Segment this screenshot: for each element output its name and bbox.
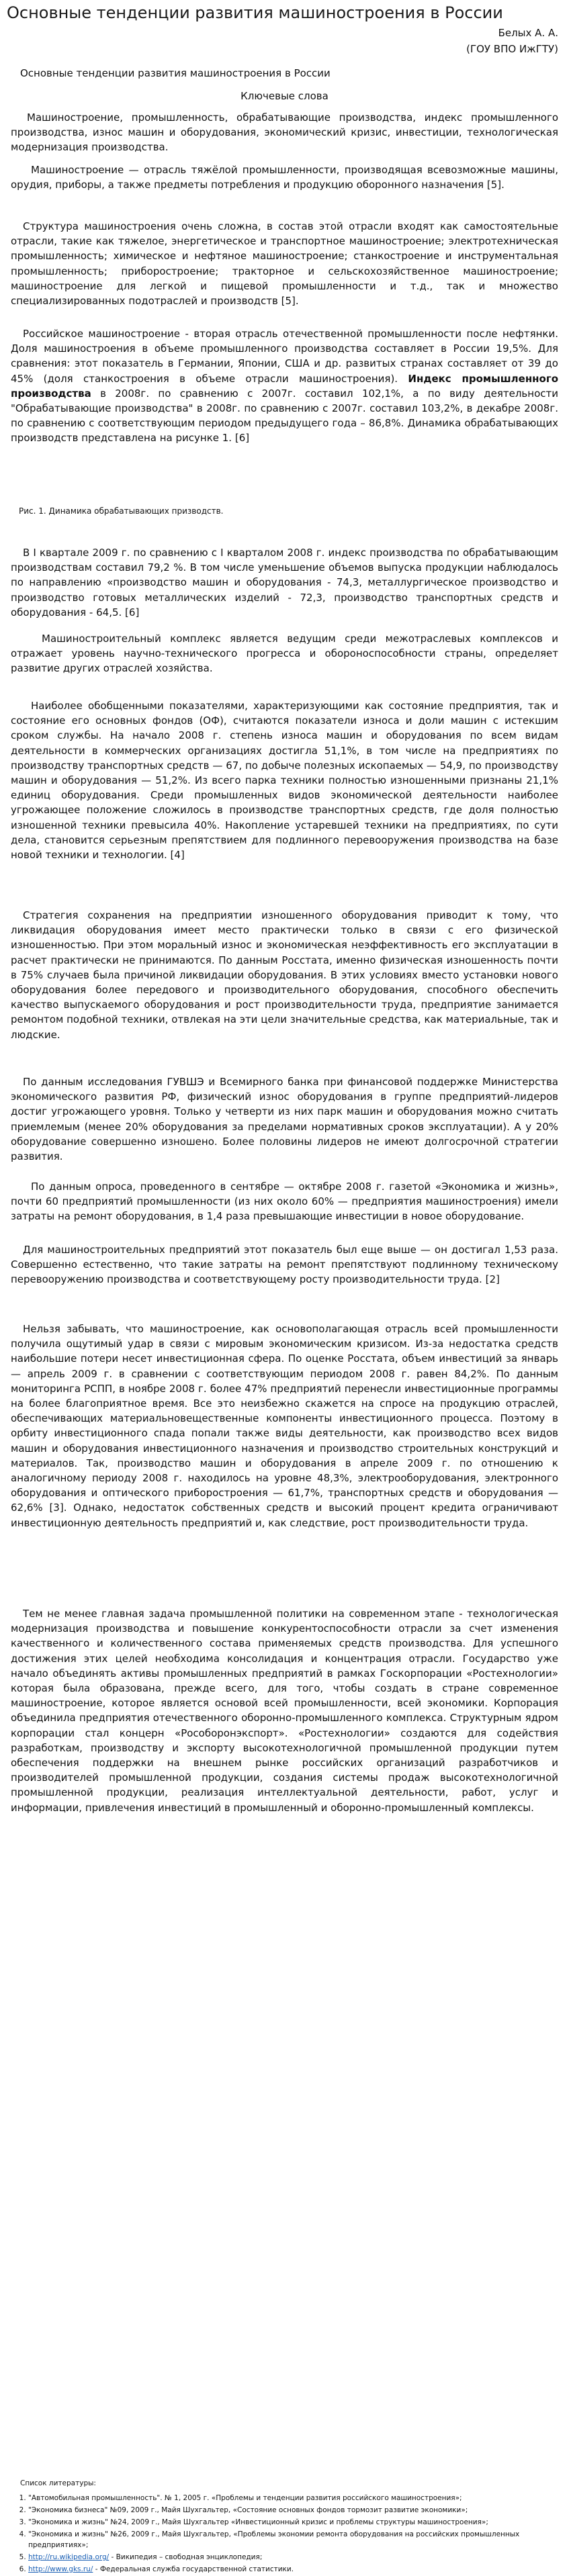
paragraph-7: Стратегия сохранения на предприятии изношенного оборудования приводит к тому, что ликвидация оборудования имеет место практически только в связи с его физической изношенностью. При этом моральный износ и экономическая неэффективность его эксплуатации в расчет практически не принимаются. По данным Росстата, именно физическая изношенность почти в 75% случаев была причиной ликвидации оборудования. В этих условиях вместо установки нового оборудования более передового и производительного оборудования, способного обеспечить качество выпускаемого оборудования и рост производительности труда, предприятие занимается ремонтом подобной техники, отвлекая на эти цели значительные средства, как материальные, так и людские. bbox=[11, 909, 558, 1041]
paragraph-12: Тем не менее главная задача промышленной политики на современном этапе - технологическая модернизация производства и повышение конкурентоспособности отрасли за счет изменения качественного и количественного состава применяемых средств производства. Для успешного достижения этих целей необходима консолидация и концентрация отрасли. Государство уже начало объединять активы промышленных предприятий в рамках Госкорпорации «Ростехнологии» которая была образована, прежде всего, для того, чтобы создать в стране современное машиностроение, которое является основой всей промышленности, всей экономики. Корпорация объединила предприятия отечественного оборонно-промышленного комплекса. Структурным ядром корпорации стал концерн «Рособоронэкспорт». «Ростехнологии» создаются для содействия разработкам, производству и экспорту высокотехнологичной промышленной продукции путем обеспечения поддержки на внешнем рынке российских организаций разработчиков и производителей промышленной продукции, создания системы продаж высокотехнологичной промышленной продукции, реализация интеллектуальной деятельности, работ, услуг и информации, привлечения инвестиций в промышленный и оборонно-промышленный комплексы. bbox=[11, 1608, 558, 1814]
keywords-text: Машиностроение, промышленность, обрабатывающие производства, индекс промышленного производства, износ машин и оборудования, экономический кризис, инвестиции, технологическая модернизация производства. bbox=[11, 111, 558, 154]
paragraph-5: Машиностроительный комплекс является ведущим среди межотраслевых комплексов и отражает уровень научно-технического прогресса и обороноспособности страны, определяет развитие других отраслей хозяйства. bbox=[11, 633, 558, 675]
reference-item: 2. "Экономика бизнеса" №09, 2009 г., Майя Шухгальтер, «Состояние основных фондов тормозит развитие экономики»; bbox=[28, 2505, 551, 2516]
author: Белых А. А. bbox=[498, 27, 558, 39]
index-term: Индекс промышленного производства bbox=[11, 372, 558, 400]
affiliation: (ГОУ ВПО ИжГТУ) bbox=[466, 43, 558, 55]
paragraph-8: По данным исследования ГУВШЭ и Всемирного банка при финансовой поддержке Министерства экономического развития РФ, физический износ оборудования в группе предприятий-лидеров достиг угрожающего уровня. Только у четверти из них парк машин и оборудования можно считать приемлемым (менее 20% оборудования за пределами нормативных сроков эксплуатации). А у 20% оборудование совершенно изношено. Более половины лидеров не имеют долгосрочной стратегии развития. bbox=[11, 1076, 558, 1163]
reference-item: 1. "Автомобильная промышленность". № 1, 2005 г. «Проблемы и тенденции развития российского машиностроения»; bbox=[28, 2493, 551, 2503]
paragraph-6: Наиболее обобщенными показателями, характеризующими как состояние предприятия, так и состояние его основных фондов (ОФ), считаются показатели износа и доли машин с истекшим сроком службы. На начало 2008 г. степень износа машин и оборудования по всем видам деятельности в коммерческих организациях достигла 51,1%, в том числе на предприятиях по производству транспортных средств — 67, по добыче полезных ископаемых — 54,9, по производству машин и оборудования — 51,2%. Из всего парка техники полностью изношенными признаны 21,1% единиц оборудования. Среди промышленных видов экономической деятельности наиболее угрожающее положение сложилось в производстве транспортных средств, где доля полностью изношенной техники превысила 40%. Накопление устаревшей техники на предприятиях, по сути дела, становится серьезным препятствием для подлинного перевооружения производства на базе новой техники и технологии. [4] bbox=[11, 700, 558, 862]
page-title: Основные тенденции развития машиностроения в России bbox=[7, 3, 503, 22]
paragraph-11: Нельзя забывать, что машиностроение, как основополагающая отрасль всей промышленности получила ощутимый удар в связи с мировым экономическим кризисом. Из-за недостатка средств наибольшие потери несет инвестиционная сфера. По оценке Росстата, объем инвестиций за январь — апрель 2009 г. в сравнении с соответствующим периодом 2008 г. равен 84,2%. По данным мониторинга РСПП, в ноябре 2008 г. более 47% предприятий перенесли инвестиционные программы на более благоприятное время. Все это неизбежно скажется на спросе на продукцию отраслей, обеспечивающих материальновещественные компоненты инвестиционного процесса. Поэтому в орбиту инвестиционного спада попали также виды деятельности, как производство всех видов машин и оборудования инвестиционного назначения и производство строительных конструкций и материалов. Так, производство машин и оборудования в апреле 2009 г. по отношению к аналогичному периоду 2008 г. находилось на уровне 48,3%, электрооборудования, электронного оборудования и оптического приборостроения — 61,7%, транспортных средств и оборудования — 62,6% [3]. Однако, недостаток собственных средств и высокий процент кредита ограничивают инвестиционную деятельность предприятий и, как следствие, рост производительности труда. bbox=[11, 1323, 558, 1529]
subtitle: Основные тенденции развития машиностроения в России bbox=[20, 67, 331, 79]
reference-item: 5. http://ru.wikipedia.org/ - Википедия – свободная энциклопедия; bbox=[28, 2552, 551, 2563]
keywords-heading: Ключевые слова bbox=[240, 90, 329, 102]
reference-item: 3. "Экономика и жизнь" №24, 2009 г., Майя Шухгальтер «Инвестиционный кризис и проблемы структуры машиностроения»; bbox=[28, 2517, 551, 2528]
references-heading: Список литературы: bbox=[20, 2479, 96, 2487]
gks-link[interactable]: http://www.gks.ru/ bbox=[28, 2565, 93, 2573]
paragraph-1: Машиностроение — отрасль тяжёлой промышленности, производящая всевозможные машины, орудия, приборы, а также предметы потребления и продукцию оборонного назначения [5]. bbox=[11, 164, 558, 191]
figure-caption: Рис. 1. Динамика обрабатывающих призводств. bbox=[19, 506, 224, 516]
reference-list bbox=[20, 2493, 551, 2575]
paragraph-2: Структура машиностроения очень сложна, в состав этой отрасли входят как самостоятельные отрасли, такие как тяжелое, энергетическое и транспортное машиностроение; электротехническая промышленность; химическое и нефтяное машиностроение; станкостроение и инструментальная промышленность; приборостроение; тракторное и сельскохозяйственное машиностроение; машиностроение для легкой и пищевой промышленности и т.д., так и множество специализированных подотраслей и производств [5]. bbox=[11, 220, 558, 308]
reference-item: 6. http://www.gks.ru/ - Федеральная служба государственной статистики. bbox=[28, 2564, 551, 2575]
paragraph-4: В I квартале 2009 г. по сравнению с I кварталом 2008 г. индекс производства по обрабатывающим производствам составил 79,2 %. В том числе уменьшение объемов выпуска продукции наблюдалось по направлению «производство машин и оборудования - 74,3, металлургическое производство и производство готовых металлических изделий - 72,3, производство транспортных средств и оборудования - 64,5. [6] bbox=[11, 547, 558, 618]
reference-item: 4. "Экономика и жизнь" №26, 2009 г., Майя Шухгальтер, «Проблемы экономии ремонта оборудования на российских промышленных предприятиях»; bbox=[28, 2529, 551, 2550]
paragraph-3: Российское машиностроение - вторая отрасль отечественной промышленности после нефтянки. Доля машиностроения в объеме промышленного производства составляет в России 19,5%. Для сравнения: этот показатель в Германии, Японии, США и др. развитых странах составляет от 39 до 45% (доля станкостроения в объеме отрасли машиностроения). Индекс промышленного производства в 2008г. по сравнению с 2007г. составил 102,1%, а по виду деятельности "Обрабатывающие производства" в 2008г. по сравнению с 2007г. составил 103,2%, в декабре 2008г. по сравнению с соответствующим периодом предыдущего года – 86,8%. Динамика обрабатывающих производств представлена на рисунке 1. [6] bbox=[11, 328, 558, 445]
paragraph-10: Для машиностроительных предприятий этот показатель был еще выше — он достигал 1,53 раза. Совершенно естественно, что такие затраты на ремонт препятствуют подлинному техническому перевооружению производства и соответствующему росту производительности труда. [2] bbox=[11, 1244, 558, 1286]
wikipedia-link[interactable]: http://ru.wikipedia.org/ bbox=[28, 2553, 110, 2561]
references bbox=[20, 2478, 551, 2576]
paragraph-9: По данным опроса, проведенного в сентябре — октябре 2008 г. газетой «Экономика и жизнь», почти 60 предприятий промышленности (из них около 60% — предприятия машиностроения) имели затраты на ремонт оборудования, в 1,4 раза превышающие инвестиции в новое оборудование. bbox=[11, 1181, 558, 1223]
